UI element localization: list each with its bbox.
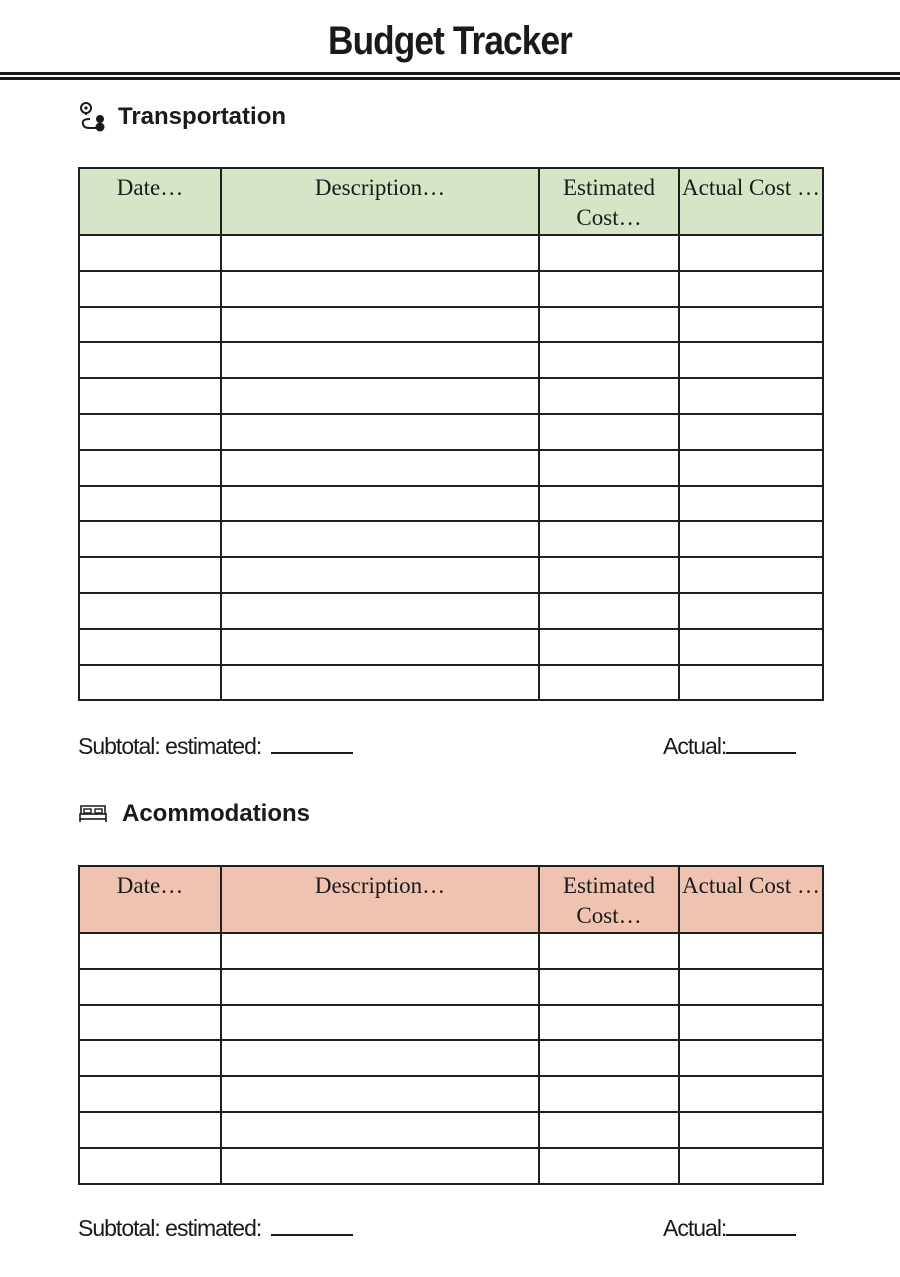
estimated-cost-cell[interactable]: [539, 1040, 679, 1076]
table-row: [79, 557, 823, 593]
subtotal-actual: [663, 1215, 796, 1242]
estimated-cost-cell[interactable]: [539, 969, 679, 1005]
description-cell[interactable]: [221, 235, 539, 271]
subtotal-estimated: [78, 733, 353, 760]
subtotal-actual-label: Actual:: [663, 733, 727, 759]
subtotal-estimated-blank[interactable]: [271, 1218, 353, 1236]
transportation-table-body: [79, 235, 823, 700]
estimated-cost-cell[interactable]: [539, 486, 679, 522]
subtotal-actual-label: Actual:: [663, 1215, 727, 1241]
table-row: [79, 1112, 823, 1148]
table-row: [79, 486, 823, 522]
estimated-cost-cell[interactable]: [539, 665, 679, 701]
table-header-row: [79, 168, 823, 235]
description-cell[interactable]: [221, 969, 539, 1005]
description-cell[interactable]: [221, 1005, 539, 1041]
bed-icon: [78, 803, 108, 825]
accommodations-table: [78, 865, 824, 1185]
estimated-cost-cell[interactable]: [539, 593, 679, 629]
description-cell[interactable]: [221, 593, 539, 629]
date-cell[interactable]: [79, 933, 221, 969]
table-row: [79, 307, 823, 343]
actual-cost-cell[interactable]: [679, 1040, 823, 1076]
estimated-cost-cell[interactable]: [539, 307, 679, 343]
estimated-cost-cell[interactable]: [539, 1005, 679, 1041]
description-cell[interactable]: [221, 378, 539, 414]
estimated-cost-cell[interactable]: [539, 629, 679, 665]
description-cell[interactable]: [221, 307, 539, 343]
actual-cost-cell[interactable]: [679, 933, 823, 969]
table-row: [79, 1005, 823, 1041]
date-cell[interactable]: [79, 1005, 221, 1041]
estimated-cost-cell[interactable]: [539, 342, 679, 378]
actual-cost-cell[interactable]: [679, 486, 823, 522]
date-cell[interactable]: [79, 1040, 221, 1076]
description-cell[interactable]: [221, 665, 539, 701]
description-cell[interactable]: [221, 342, 539, 378]
title-divider-top: [0, 72, 900, 75]
column-header-estimated-cost: Estimated Cost…: [539, 866, 679, 933]
description-cell[interactable]: [221, 521, 539, 557]
table-row: [79, 414, 823, 450]
estimated-cost-cell[interactable]: [539, 1148, 679, 1184]
actual-cost-cell[interactable]: [679, 450, 823, 486]
table-row: [79, 969, 823, 1005]
table-row: [79, 1076, 823, 1112]
date-cell[interactable]: [79, 1148, 221, 1184]
section-heading-accommodations: [78, 800, 310, 828]
table-row: [79, 271, 823, 307]
actual-cost-cell[interactable]: [679, 342, 823, 378]
actual-cost-cell[interactable]: [679, 235, 823, 271]
description-cell[interactable]: [221, 414, 539, 450]
date-cell[interactable]: [79, 557, 221, 593]
actual-cost-cell[interactable]: [679, 969, 823, 1005]
estimated-cost-cell[interactable]: [539, 557, 679, 593]
table-row: [79, 665, 823, 701]
table-row: [79, 450, 823, 486]
subtotal-estimated-label: Subtotal: estimated:: [78, 1215, 262, 1241]
table-row: [79, 593, 823, 629]
table-row: [79, 629, 823, 665]
page-title: Budget Tracker: [328, 19, 572, 63]
date-cell[interactable]: [79, 235, 221, 271]
description-cell[interactable]: [221, 271, 539, 307]
table-header-row: [79, 866, 823, 933]
table-row: [79, 1040, 823, 1076]
subtotal-actual: [663, 733, 796, 760]
column-header-estimated-cost: Estimated Cost…: [539, 168, 679, 235]
actual-cost-cell[interactable]: [679, 1005, 823, 1041]
table-row: [79, 342, 823, 378]
subtotal-estimated: [78, 1215, 353, 1242]
table-row: [79, 378, 823, 414]
table-row: [79, 235, 823, 271]
date-cell[interactable]: [79, 271, 221, 307]
column-header-actual-cost: Actual Cost …: [679, 168, 823, 235]
description-cell[interactable]: [221, 1076, 539, 1112]
date-cell[interactable]: [79, 1076, 221, 1112]
subtotal-estimated-blank[interactable]: [271, 736, 353, 754]
actual-cost-cell[interactable]: [679, 665, 823, 701]
actual-cost-cell[interactable]: [679, 414, 823, 450]
transportation-table: [78, 167, 824, 701]
table-row: [79, 933, 823, 969]
table-row: [79, 521, 823, 557]
estimated-cost-cell[interactable]: [539, 1112, 679, 1148]
table-row: [79, 1148, 823, 1184]
actual-cost-cell[interactable]: [679, 1076, 823, 1112]
column-header-description: Description…: [221, 866, 539, 933]
actual-cost-cell[interactable]: [679, 1112, 823, 1148]
section-heading-transportation: [78, 101, 286, 133]
estimated-cost-cell[interactable]: [539, 414, 679, 450]
route-pin-icon: [78, 101, 110, 133]
title-divider-bottom: [0, 77, 900, 80]
actual-cost-cell[interactable]: [679, 629, 823, 665]
actual-cost-cell[interactable]: [679, 271, 823, 307]
date-cell[interactable]: [79, 486, 221, 522]
column-header-actual-cost: Actual Cost …: [679, 866, 823, 933]
section-title: Acommodations: [122, 800, 311, 827]
description-cell[interactable]: [221, 557, 539, 593]
date-cell[interactable]: [79, 450, 221, 486]
estimated-cost-cell[interactable]: [539, 235, 679, 271]
estimated-cost-cell[interactable]: [539, 450, 679, 486]
actual-cost-cell[interactable]: [679, 557, 823, 593]
date-cell[interactable]: [79, 629, 221, 665]
description-cell[interactable]: [221, 486, 539, 522]
description-cell[interactable]: [221, 1112, 539, 1148]
column-header-date: Date…: [79, 866, 221, 933]
subtotal-actual-blank[interactable]: [726, 736, 796, 754]
date-cell[interactable]: [79, 1112, 221, 1148]
estimated-cost-cell[interactable]: [539, 933, 679, 969]
estimated-cost-cell[interactable]: [539, 271, 679, 307]
subtotal-actual-blank[interactable]: [726, 1218, 796, 1236]
date-cell[interactable]: [79, 342, 221, 378]
date-cell[interactable]: [79, 593, 221, 629]
actual-cost-cell[interactable]: [679, 593, 823, 629]
description-cell[interactable]: [221, 450, 539, 486]
description-cell[interactable]: [221, 933, 539, 969]
section-title: Transportation: [118, 103, 287, 130]
actual-cost-cell[interactable]: [679, 1148, 823, 1184]
actual-cost-cell[interactable]: [679, 307, 823, 343]
actual-cost-cell[interactable]: [679, 378, 823, 414]
column-header-description: Description…: [221, 168, 539, 235]
date-cell[interactable]: [79, 665, 221, 701]
description-cell[interactable]: [221, 1040, 539, 1076]
estimated-cost-cell[interactable]: [539, 378, 679, 414]
description-cell[interactable]: [221, 1148, 539, 1184]
column-header-date: Date…: [79, 168, 221, 235]
estimated-cost-cell[interactable]: [539, 521, 679, 557]
subtotal-estimated-label: Subtotal: estimated:: [78, 733, 262, 759]
date-cell[interactable]: [79, 414, 221, 450]
date-cell[interactable]: [79, 307, 221, 343]
estimated-cost-cell[interactable]: [539, 1076, 679, 1112]
description-cell[interactable]: [221, 629, 539, 665]
accommodations-table-body: [79, 933, 823, 1184]
date-cell[interactable]: [79, 378, 221, 414]
date-cell[interactable]: [79, 521, 221, 557]
actual-cost-cell[interactable]: [679, 521, 823, 557]
date-cell[interactable]: [79, 969, 221, 1005]
